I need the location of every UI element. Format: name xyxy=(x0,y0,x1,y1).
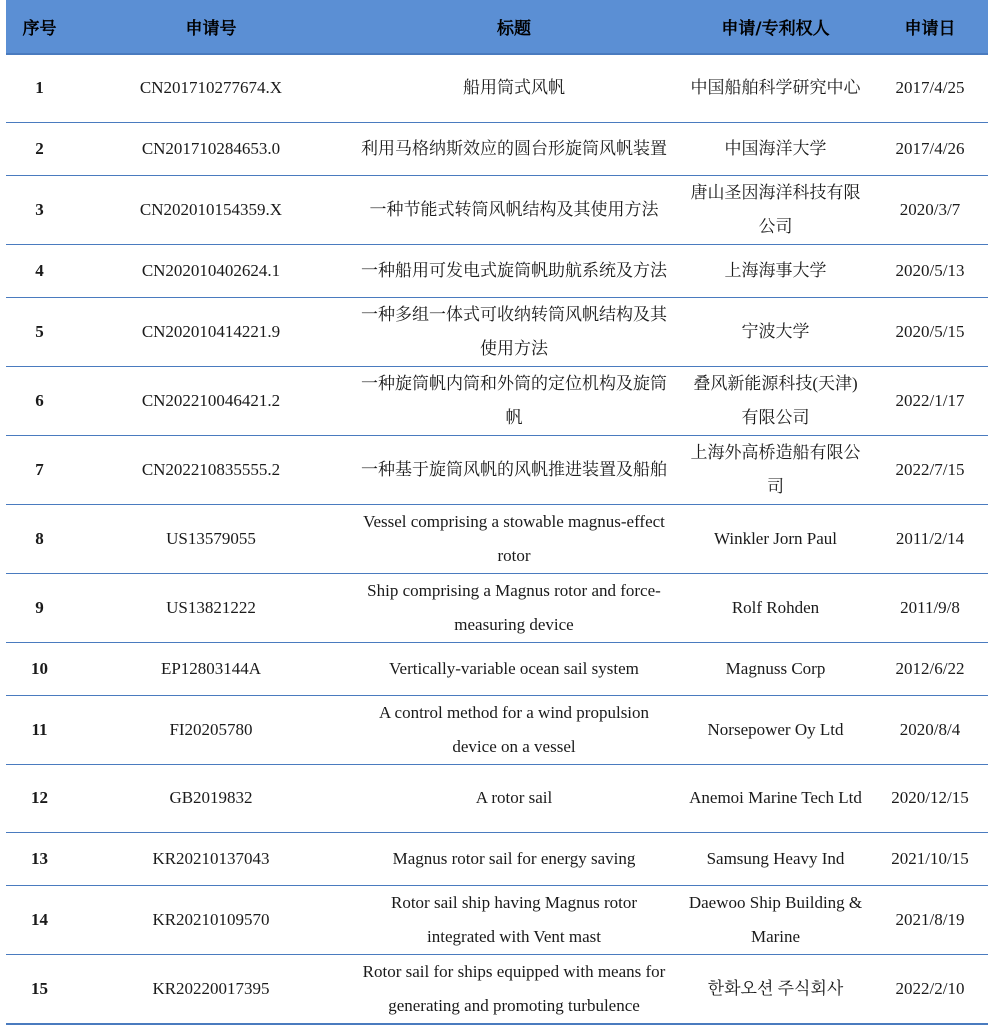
table-row xyxy=(6,832,988,885)
title-cell: 一种旋筒帆内筒和外筒的定位机构及旋筒帆 xyxy=(349,366,679,435)
serial-no-cell: 10 xyxy=(6,642,73,695)
serial-no-cell: 1 xyxy=(6,54,73,122)
application-date-cell: 2021/8/19 xyxy=(872,885,988,954)
serial-no-cell: 13 xyxy=(6,832,73,885)
header-row xyxy=(6,0,988,54)
application-no-cell: GB2019832 xyxy=(73,764,349,832)
table-row xyxy=(6,366,988,435)
applicant-cell: 上海海事大学 xyxy=(679,244,872,297)
application-no-cell: FI20205780 xyxy=(73,695,349,764)
serial-no-cell: 12 xyxy=(6,764,73,832)
application-no-cell: CN201710284653.0 xyxy=(73,122,349,175)
applicant-cell: 叠风新能源科技(天津)有限公司 xyxy=(679,366,872,435)
table-row xyxy=(6,244,988,297)
title-cell: 利用马格纳斯效应的圆台形旋筒风帆装置 xyxy=(349,122,679,175)
applicant-cell: Magnuss Corp xyxy=(679,642,872,695)
application-date-cell: 2020/5/15 xyxy=(872,297,988,366)
application-no-cell: CN202010402624.1 xyxy=(73,244,349,297)
title-cell: Rotor sail ship having Magnus rotor integrated with Vent mast xyxy=(349,885,679,954)
application-no-cell: CN201710277674.X xyxy=(73,54,349,122)
application-date-cell: 2012/6/22 xyxy=(872,642,988,695)
application-date-cell: 2022/7/15 xyxy=(872,435,988,504)
application-no-cell: EP12803144A xyxy=(73,642,349,695)
application-date-cell: 2021/10/15 xyxy=(872,832,988,885)
title-cell: Rotor sail for ships equipped with means for generating and promoting turbulence xyxy=(349,954,679,1024)
table-row xyxy=(6,695,988,764)
applicant-cell: Samsung Heavy Ind xyxy=(679,832,872,885)
applicant-cell: 中国船舶科学研究中心 xyxy=(679,54,872,122)
title-cell: 一种节能式转筒风帆结构及其使用方法 xyxy=(349,175,679,244)
applicant-cell: 唐山圣因海洋科技有限公司 xyxy=(679,175,872,244)
application-no-cell: CN202210046421.2 xyxy=(73,366,349,435)
table-body xyxy=(6,54,988,1024)
table-row xyxy=(6,54,988,122)
table-row xyxy=(6,435,988,504)
table-row xyxy=(6,642,988,695)
application-no-cell: KR20210137043 xyxy=(73,832,349,885)
application-date-cell: 2020/3/7 xyxy=(872,175,988,244)
applicant-cell: 上海外高桥造船有限公司 xyxy=(679,435,872,504)
header-serial-no: 序号 xyxy=(6,0,73,54)
title-cell: A control method for a wind propulsion device on a vessel xyxy=(349,695,679,764)
application-no-cell: US13821222 xyxy=(73,573,349,642)
application-no-cell: KR20220017395 xyxy=(73,954,349,1024)
serial-no-cell: 9 xyxy=(6,573,73,642)
title-cell: 船用筒式风帆 xyxy=(349,54,679,122)
application-date-cell: 2020/5/13 xyxy=(872,244,988,297)
application-date-cell: 2017/4/26 xyxy=(872,122,988,175)
title-cell: Magnus rotor sail for energy saving xyxy=(349,832,679,885)
serial-no-cell: 14 xyxy=(6,885,73,954)
serial-no-cell: 15 xyxy=(6,954,73,1024)
header-applicant: 申请/专利权人 xyxy=(679,0,872,54)
applicant-cell: Winkler Jorn Paul xyxy=(679,504,872,573)
patent-table xyxy=(6,0,988,1025)
title-cell: Vertically-variable ocean sail system xyxy=(349,642,679,695)
application-no-cell: KR20210109570 xyxy=(73,885,349,954)
applicant-cell: Rolf Rohden xyxy=(679,573,872,642)
table-row xyxy=(6,764,988,832)
applicant-cell: Anemoi Marine Tech Ltd xyxy=(679,764,872,832)
header-application-date: 申请日 xyxy=(872,0,988,54)
application-no-cell: CN202010414221.9 xyxy=(73,297,349,366)
patent-table-container xyxy=(6,0,988,1025)
table-row xyxy=(6,175,988,244)
serial-no-cell: 5 xyxy=(6,297,73,366)
applicant-cell: 中国海洋大学 xyxy=(679,122,872,175)
title-cell: Ship comprising a Magnus rotor and force-measuring device xyxy=(349,573,679,642)
serial-no-cell: 3 xyxy=(6,175,73,244)
application-date-cell: 2020/8/4 xyxy=(872,695,988,764)
table-row xyxy=(6,885,988,954)
header-application-no: 申请号 xyxy=(73,0,349,54)
application-date-cell: 2022/2/10 xyxy=(872,954,988,1024)
application-date-cell: 2011/9/8 xyxy=(872,573,988,642)
table-row xyxy=(6,297,988,366)
table-header xyxy=(6,0,988,54)
serial-no-cell: 7 xyxy=(6,435,73,504)
serial-no-cell: 11 xyxy=(6,695,73,764)
serial-no-cell: 8 xyxy=(6,504,73,573)
application-no-cell: CN202210835555.2 xyxy=(73,435,349,504)
applicant-cell: 宁波大学 xyxy=(679,297,872,366)
title-cell: 一种多组一体式可收纳转筒风帆结构及其使用方法 xyxy=(349,297,679,366)
table-row xyxy=(6,122,988,175)
table-row xyxy=(6,954,988,1024)
table-row xyxy=(6,504,988,573)
applicant-cell: Norsepower Oy Ltd xyxy=(679,695,872,764)
application-date-cell: 2011/2/14 xyxy=(872,504,988,573)
header-title: 标题 xyxy=(349,0,679,54)
serial-no-cell: 6 xyxy=(6,366,73,435)
serial-no-cell: 4 xyxy=(6,244,73,297)
application-date-cell: 2017/4/25 xyxy=(872,54,988,122)
title-cell: 一种基于旋筒风帆的风帆推进装置及船舶 xyxy=(349,435,679,504)
application-no-cell: US13579055 xyxy=(73,504,349,573)
applicant-cell: 한화오션 주식회사 xyxy=(679,954,872,1024)
title-cell: 一种船用可发电式旋筒帆助航系统及方法 xyxy=(349,244,679,297)
application-date-cell: 2020/12/15 xyxy=(872,764,988,832)
title-cell: A rotor sail xyxy=(349,764,679,832)
application-date-cell: 2022/1/17 xyxy=(872,366,988,435)
applicant-cell: Daewoo Ship Building & Marine xyxy=(679,885,872,954)
table-row xyxy=(6,573,988,642)
application-no-cell: CN202010154359.X xyxy=(73,175,349,244)
title-cell: Vessel comprising a stowable magnus-effect rotor xyxy=(349,504,679,573)
serial-no-cell: 2 xyxy=(6,122,73,175)
